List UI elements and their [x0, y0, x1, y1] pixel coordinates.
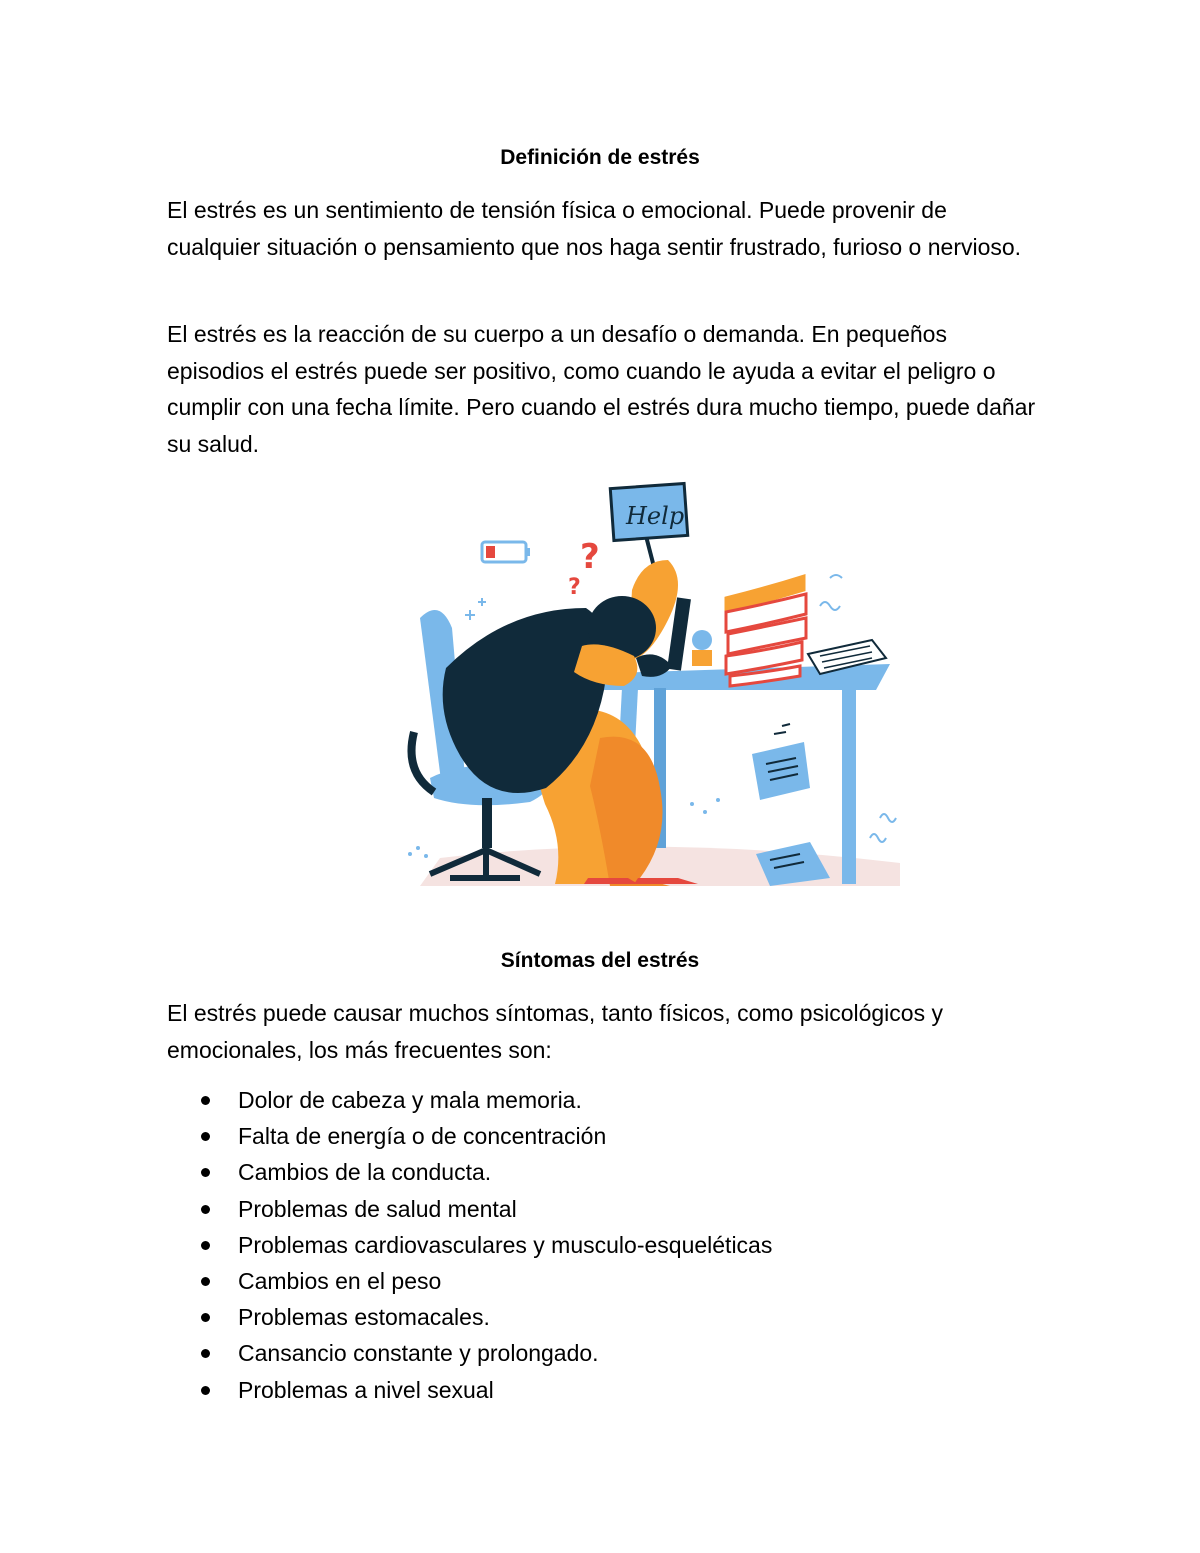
symptom-text: Dolor de cabeza y mala memoria. — [238, 1087, 582, 1113]
bullet-icon — [201, 1277, 210, 1286]
question-mark-large: ? — [580, 537, 600, 577]
motion-lines — [774, 724, 790, 734]
definition-paragraph-2: El estrés es la reacción de su cuerpo a un desafío o demanda. En pequeños episodios el estrés puede ser positivo, como cuando le ayuda a evitar el peligro o cumplir con una fecha límite. Pero cuando el estrés dura mucho tiempo, puede dañar su salud. — [167, 321, 1036, 457]
bullet-icon — [201, 1349, 210, 1358]
help-sign-text: Help — [626, 502, 685, 530]
symptom-text: Cambios de la conducta. — [238, 1159, 492, 1186]
symptom-text: Problemas de salud mental — [238, 1195, 517, 1222]
bullet-icon — [201, 1313, 210, 1322]
list-item — [0, 1082, 1200, 1118]
symptom-list — [0, 1082, 1200, 1408]
list-item — [0, 1191, 1200, 1227]
bullet-icon — [201, 1168, 210, 1177]
bullet-icon — [201, 1386, 210, 1395]
symptom-text: Problemas a nivel sexual — [238, 1376, 494, 1403]
list-item — [0, 1372, 1200, 1408]
question-mark-small: ? — [568, 575, 581, 600]
symptom-text: Cambios en el peso — [238, 1267, 442, 1294]
section-title-symptoms: Síntomas del estrés — [500, 949, 700, 972]
symptom-text: Falta de energía o de concentración — [238, 1123, 607, 1150]
bullet-icon — [201, 1205, 210, 1214]
bullet-icon — [201, 1241, 210, 1250]
bullet-icon — [201, 1096, 210, 1105]
symptoms-intro: El estrés puede causar muchos síntomas, tanto físicos, como psicológicos y emocionales, los más frecuentes son: — [167, 1000, 943, 1063]
symptom-text: Cansancio constante y prolongado. — [238, 1340, 599, 1367]
list-item — [0, 1263, 1200, 1299]
list-item — [0, 1335, 1200, 1371]
symptom-text: Problemas cardiovasculares y musculo-esqueléticas — [238, 1231, 773, 1258]
bullet-icon — [201, 1132, 210, 1141]
stress-illustration — [400, 478, 910, 890]
list-item — [0, 1118, 1200, 1154]
low-battery-icon — [482, 542, 530, 562]
list-item — [0, 1154, 1200, 1190]
definition-paragraph-1: El estrés es un sentimiento de tensión física o emocional. Puede provenir de cualquier situación o pensamiento que nos haga sentir frustrado, furioso o nervioso. — [167, 197, 1022, 260]
section-title-definition: Definición de estrés — [500, 146, 700, 169]
list-item — [0, 1299, 1200, 1335]
plant-pot — [692, 630, 712, 666]
list-item — [0, 1227, 1200, 1263]
symptom-text: Problemas estomacales. — [238, 1304, 490, 1331]
falling-paper-1 — [752, 742, 810, 800]
